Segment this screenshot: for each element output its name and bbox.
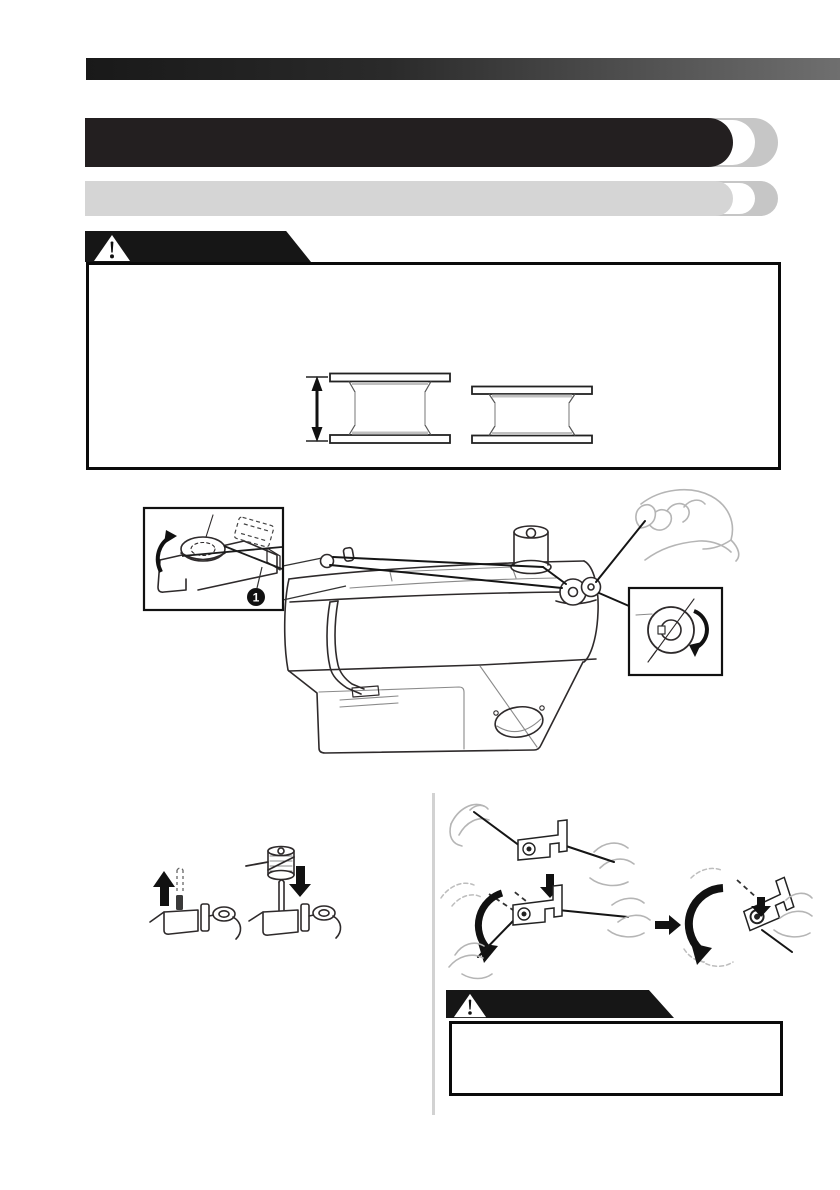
callout-1-number: 1 bbox=[252, 590, 260, 605]
bobbin-winding-figure bbox=[140, 488, 748, 802]
callout-1-marker bbox=[247, 588, 265, 606]
raise-pin-step bbox=[150, 868, 241, 939]
height-measure-arrow bbox=[306, 376, 328, 442]
tall-bobbin bbox=[330, 374, 450, 444]
column-divider bbox=[432, 793, 435, 1115]
chapter-title-bar bbox=[85, 118, 733, 167]
tension-disc-inset bbox=[144, 508, 346, 610]
next-step-arrow bbox=[655, 915, 681, 935]
place-spool-step bbox=[246, 847, 341, 939]
top-gradient-rule bbox=[86, 58, 840, 80]
warning-triangle-icon bbox=[93, 234, 131, 262]
warning-triangle-icon bbox=[453, 993, 487, 1018]
caution-box-bottom bbox=[449, 1021, 783, 1096]
bobbin-size-diagram bbox=[292, 366, 608, 450]
thread-tension-disc-figure bbox=[445, 798, 810, 988]
handle-slot bbox=[327, 601, 364, 694]
threading-step-2 bbox=[441, 883, 650, 978]
short-bobbin bbox=[472, 387, 592, 444]
hand-pulling-thread bbox=[636, 490, 739, 561]
winder-shaft-inset bbox=[629, 588, 722, 675]
section-title-bar bbox=[85, 181, 733, 216]
threading-step-1 bbox=[450, 805, 634, 898]
threading-step-3 bbox=[684, 868, 812, 966]
spool-pin-figure bbox=[140, 830, 360, 960]
